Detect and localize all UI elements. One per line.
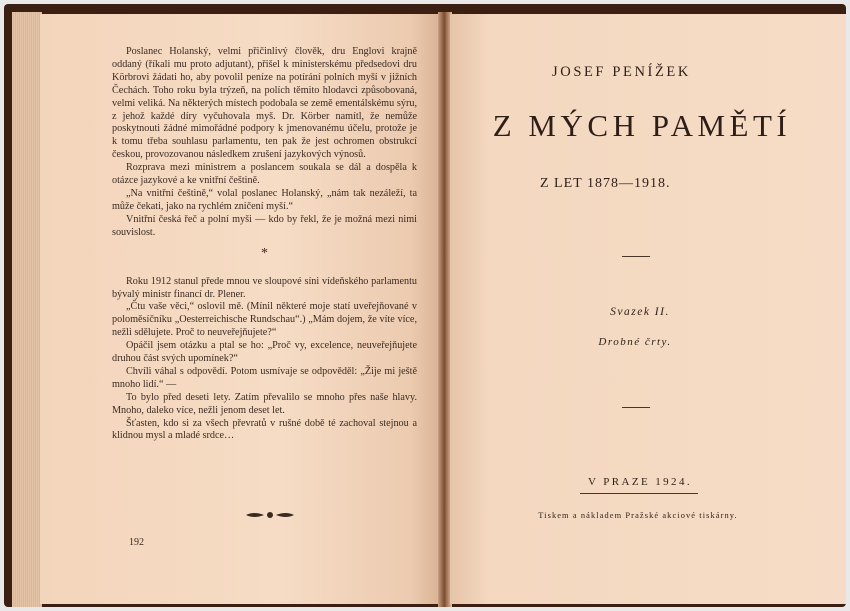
volume-label: Svazek II.: [610, 306, 670, 318]
paragraph: Rozprava mezi ministrem a poslancem soukala se dál a dospěla k otázce jazykové a ke vnitřní češtině.: [112, 162, 417, 187]
left-page-text: [112, 46, 417, 443]
page-number: 192: [129, 537, 144, 548]
subtitle: Drobné črty.: [598, 336, 672, 348]
publication-place-year: V PRAZE 1924.: [587, 476, 693, 488]
paragraph: „Na vnitřní češtině,“ volal poslanec Holanský, „nám tak nezáleží, ta může čekati, jako na rychlém zničení myší.“: [112, 187, 417, 212]
paragraph: „Čtu vaše věci,“ oslovil mě. (Mínil některé moje statí uveřejňované v poloměsíčníku „Oesterreichische Rundschau“.) „Mám dojem, že víte více, nežli sdělujete. Proč to neuveřejňujete?“: [112, 301, 417, 339]
divider: [580, 493, 698, 494]
years-range: Z LET 1878—1918.: [540, 176, 671, 191]
book-title: Z MÝCH PAMĚTÍ: [492, 108, 792, 143]
ornament-flourish: [244, 510, 296, 520]
section-separator: *: [261, 245, 268, 261]
author-name: JOSEF PENÍŽEK: [552, 64, 691, 80]
page-edges: [12, 12, 42, 607]
paragraph: To bylo před deseti lety. Zatím převalilo se mnoho přes naše hlavy. Mnoho, daleko více, nežli jenom deset let.: [112, 391, 417, 416]
paragraph: Opáčil jsem otázku a ptal se ho: „Proč vy, excelence, neuveřejňujete druhou část svých upomínek?“: [112, 340, 417, 365]
divider: [622, 407, 650, 408]
paragraph: Vnitřní česká řeč a polní myši — kdo by řekl, že je možná mezi nimi souvislost.: [112, 213, 417, 238]
paragraph: Šťasten, kdo si za všech převratů v rušné době té zachoval stejnou a klidnou mysl a mladé srdce…: [112, 417, 417, 442]
paragraph: Chvíli váhal s odpovědí. Potom usmívaje se odpověděl: „Žije mi ještě mnoho lidí.“ —: [112, 365, 417, 390]
divider: [622, 256, 650, 257]
paragraph: Roku 1912 stanul přede mnou ve sloupové síni vídeňského parlamentu bývalý ministr financí dr. Plener.: [112, 275, 417, 300]
paragraph: Poslanec Holanský, velmi přičinlivý člověk, dru Englovi krajně oddaný (říkali mu proto adjutant), přišel k ministerskému předsedovi dru Körbrovi žádati ho, aby povolil peníze na potírání polních myší v jižních Čechách. Toho roku byla trýzeň, na polích těmito hlodavci způsobovaná, velmi veliká. Na některých místech podobala se země ementálskému sýru, z jehož každé díry vyčuhovala myš. Dr. Körber namítl, že nemůže poskytnouti žádné mimořádné podpory k jmenovanému účelu, protože je k tomu třeba souhlasu parlamentu, ten pak že jest ochromen obstrukcí českou, provozovanou následkem zrušení jazykových výnosů.: [112, 46, 417, 161]
printer-credit: Tiskem a nákladem Pražské akciové tiskárny.: [538, 511, 738, 520]
